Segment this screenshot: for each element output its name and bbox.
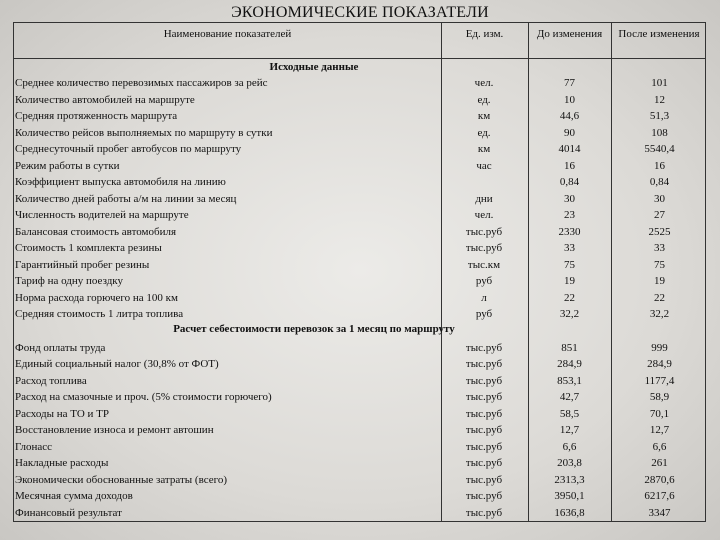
cell-name: Балансовая стоимость автомобиля <box>15 225 177 238</box>
cell-name: Экономически обоснованные затраты (всего) <box>15 473 228 486</box>
cell-unit: час <box>476 159 492 172</box>
cell-unit: тыс.руб <box>465 225 503 238</box>
cell-unit: дни <box>475 192 493 205</box>
cell-name: Расход топлива <box>15 374 87 387</box>
cell-after: 6217,6 <box>644 490 675 502</box>
header-after: После изменения <box>618 28 700 40</box>
header-name: Наименование показателей <box>163 28 292 40</box>
cell-unit: тыс.руб <box>465 473 503 486</box>
table-row <box>14 191 705 208</box>
cell-name: Стоимость 1 комплекта резины <box>15 242 162 254</box>
table-row <box>14 75 705 92</box>
cell-before: 75 <box>564 258 575 271</box>
cell-unit: тыс.руб <box>465 407 503 420</box>
cell-before: 853,1 <box>557 374 582 387</box>
cell-unit: тыс.руб <box>465 358 503 370</box>
table-row <box>14 257 705 274</box>
cell-name: Режим работы в сутки <box>15 159 120 172</box>
cell-before: 44,6 <box>559 110 580 122</box>
cell-name: Расходы на ТО и ТР <box>15 407 109 420</box>
cell-unit: тыс.руб <box>465 490 503 502</box>
cell-name: Фонд оплаты труда <box>15 341 106 354</box>
cell-name: Месячная сумма доходов <box>15 490 133 502</box>
table-row <box>14 290 705 307</box>
cell-unit: тыс.руб <box>465 341 503 354</box>
cell-name: Коэффициент выпуска автомобиля на линию <box>15 176 226 188</box>
cell-after: 101 <box>651 77 668 89</box>
header-divider <box>14 58 705 59</box>
cell-after: 2870,6 <box>644 473 675 486</box>
cell-unit: руб <box>475 275 493 287</box>
cell-after: 51,3 <box>649 110 670 122</box>
table-row <box>14 373 705 390</box>
cell-name: Расход на смазочные и проч. (5% стоимости горючего) <box>15 391 272 403</box>
cell-before: 1636,8 <box>554 506 585 519</box>
cell-before: 851 <box>561 341 578 354</box>
cell-after: 2525 <box>648 225 671 238</box>
cell-before: 32,2 <box>559 308 580 320</box>
table-row <box>14 207 705 224</box>
cell-name: Количество рейсов выполняемых по маршруту в сутки <box>15 126 273 139</box>
cell-name: Количество дней работы а/м на линии за месяц <box>15 192 237 205</box>
cell-unit: л <box>481 291 487 304</box>
cell-before: 0,84 <box>559 176 580 188</box>
cell-unit: тыс.руб <box>465 391 503 403</box>
table-row <box>14 158 705 175</box>
cell-after: 12,7 <box>649 424 670 436</box>
cell-unit: тыс.руб <box>465 242 503 254</box>
cell-unit: тыс.км <box>467 258 501 271</box>
cell-unit: тыс.руб <box>465 457 503 469</box>
cell-after: 3347 <box>648 506 671 519</box>
cell-unit: руб <box>475 308 493 320</box>
cell-after: 30 <box>654 192 665 205</box>
cell-before: 16 <box>564 159 575 172</box>
cell-unit: ед. <box>477 93 491 106</box>
cell-after: 75 <box>654 258 665 271</box>
cell-after: 12 <box>654 93 665 106</box>
cell-name: Накладные расходы <box>15 457 109 469</box>
header-before: До изменения <box>536 28 603 40</box>
cell-before: 19 <box>564 275 575 287</box>
cell-after: 16 <box>654 159 665 172</box>
table-row <box>14 488 705 505</box>
cell-name: Среднее количество перевозимых пассажиров за рейс <box>15 77 268 89</box>
table-row <box>14 174 705 191</box>
cell-before: 12,7 <box>559 424 580 436</box>
cell-after: 22 <box>654 291 665 304</box>
cell-before: 30 <box>564 192 575 205</box>
cell-before: 10 <box>564 93 575 106</box>
page-title: ЭКОНОМИЧЕСКИЕ ПОКАЗАТЕЛИ <box>231 4 489 21</box>
table-row <box>14 439 705 456</box>
table-row <box>14 406 705 423</box>
cell-after: 19 <box>654 275 665 287</box>
section-heading: Расчет себестоимости перевозок за 1 месяц по маршруту <box>173 322 455 335</box>
cell-before: 42,7 <box>559 391 580 403</box>
table-row <box>14 141 705 158</box>
cell-before: 58,5 <box>559 407 580 420</box>
table-row <box>14 224 705 241</box>
section-heading: Исходные данные <box>269 61 359 73</box>
table-row <box>14 505 705 522</box>
table-row <box>14 92 705 109</box>
cell-before: 4014 <box>558 143 581 155</box>
cell-name: Тариф на одну поездку <box>15 275 123 287</box>
cell-name: Численность водителей на маршруте <box>15 209 189 221</box>
table-row <box>14 340 705 357</box>
cell-unit: чел. <box>474 209 494 221</box>
cell-after: 58,9 <box>649 391 670 403</box>
cell-after: 27 <box>654 209 665 221</box>
cell-after: 33 <box>654 242 665 254</box>
cell-after: 32,2 <box>649 308 670 320</box>
cell-name: Гарантийный пробег резины <box>15 258 150 271</box>
cell-name: Единый социальный налог (30,8% от ФОТ) <box>15 358 219 370</box>
table-row <box>14 125 705 142</box>
cell-unit: тыс.руб <box>465 374 503 387</box>
cell-before: 6,6 <box>562 440 577 453</box>
cell-before: 77 <box>564 77 575 89</box>
cell-unit: ед. <box>477 126 491 139</box>
cell-unit: чел. <box>474 77 494 89</box>
table-row <box>14 273 705 290</box>
cell-after: 999 <box>651 341 668 354</box>
cell-name: Количество автомобилей на маршруте <box>15 93 195 106</box>
cell-after: 108 <box>651 126 668 139</box>
cell-after: 0,84 <box>649 176 670 188</box>
cell-unit: км <box>477 110 491 122</box>
cell-after: 5540,4 <box>644 143 675 155</box>
cell-name: Финансовый результат <box>15 506 122 519</box>
cell-before: 284,9 <box>557 358 582 370</box>
cell-unit: тыс.руб <box>465 506 503 519</box>
cell-after: 284,9 <box>647 358 672 370</box>
cell-after: 1177,4 <box>644 374 675 387</box>
cell-before: 33 <box>564 242 575 254</box>
cell-unit: км <box>477 143 491 155</box>
cell-before: 2313,3 <box>554 473 585 486</box>
header-unit: Ед. изм. <box>465 28 504 40</box>
cell-name: Восстановление износа и ремонт автошин <box>15 424 214 436</box>
cell-name: Средняя стоимость 1 литра топлива <box>15 308 184 320</box>
cell-name: Глонасс <box>15 440 53 453</box>
table-row <box>14 422 705 439</box>
table-row <box>14 240 705 257</box>
cell-before: 2330 <box>558 225 581 238</box>
cell-after: 70,1 <box>649 407 670 420</box>
cell-name: Средняя протяженность маршрута <box>15 110 178 122</box>
table-row <box>14 306 705 323</box>
indicators-table <box>13 22 706 522</box>
cell-name: Среднесуточный пробег автобусов по маршруту <box>15 143 242 155</box>
cell-before: 22 <box>564 291 575 304</box>
cell-before: 23 <box>564 209 575 221</box>
table-row <box>14 356 705 373</box>
cell-before: 90 <box>564 126 575 139</box>
cell-before: 3950,1 <box>554 490 585 502</box>
cell-unit: тыс.руб <box>465 424 503 436</box>
table-row <box>14 389 705 406</box>
cell-after: 261 <box>651 457 668 469</box>
cell-name: Норма расхода горючего на 100 км <box>15 291 178 304</box>
table-row <box>14 472 705 489</box>
table-row <box>14 455 705 472</box>
cell-unit: тыс.руб <box>465 440 503 453</box>
table-row <box>14 108 705 125</box>
cell-after: 6,6 <box>652 440 667 453</box>
cell-before: 203,8 <box>557 457 582 469</box>
